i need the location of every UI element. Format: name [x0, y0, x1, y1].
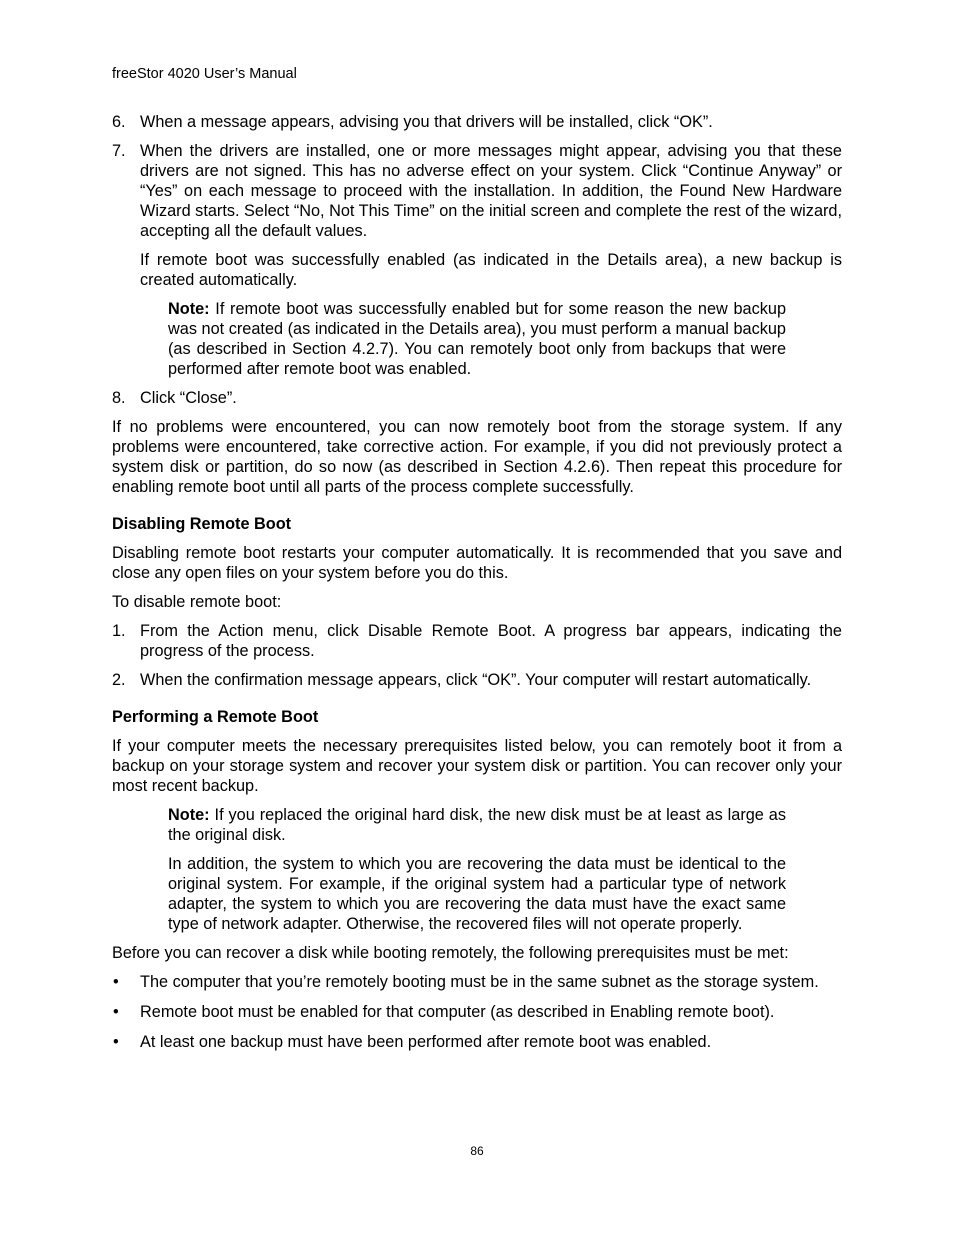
- note-text: If remote boot was successfully enabled but for some reason the new backup was not created (as indicated in the Details area), you must perform a manual backup (as described in Section 4.2.7). You can remotely boot only from backups that were performed after remote boot was enabled.: [168, 300, 786, 378]
- page-header: freeStor 4020 User’s Manual: [112, 66, 297, 82]
- note-label: Note:: [168, 806, 210, 824]
- bullet-text: The computer that you’re remotely booting must be in the same subnet as the storage system.: [140, 973, 819, 991]
- step-number: 2.: [112, 671, 126, 689]
- step-number: 1.: [112, 622, 126, 640]
- step-7-followup: If remote boot was successfully enabled (as indicated in the Details area), a new backup is created automatically.: [140, 251, 842, 289]
- note-box-backup: [168, 299, 786, 379]
- step-number: 8.: [112, 389, 126, 407]
- bullet-item: [112, 1002, 842, 1022]
- step-text: When the drivers are installed, one or more messages might appear, advising you that these drivers are not signed. This has no adverse effect on your system. Click “Continue Anyway” or “Yes” on each message to proceed with the installation. In addition, the Found New Hardware Wizard starts. Select “No, Not This Time” on the initial screen and complete the rest of the wizard, accepting all the default values.: [140, 142, 842, 240]
- bullet-text: At least one backup must have been performed after remote boot was enabled.: [140, 1033, 712, 1051]
- note-label: Note:: [168, 300, 210, 318]
- paragraph-perform-intro: If your computer meets the necessary prerequisites listed below, you can remotely boot it from a backup on your storage system and recover your system disk or partition. You can recover only your most recent backup.: [112, 737, 842, 795]
- list-item-step-7: [112, 141, 842, 241]
- bullet-icon: •: [113, 973, 119, 991]
- section-heading-disable: Disabling Remote Boot: [112, 515, 292, 533]
- list-item-step-8: [112, 388, 842, 408]
- step-text: When a message appears, advising you that drivers will be installed, click “OK”.: [140, 113, 713, 131]
- note-text: If you replaced the original hard disk, the new disk must be at least as large as the original disk.: [168, 806, 786, 844]
- step-number: 7.: [112, 142, 126, 160]
- list-item-disable-step-2: [112, 670, 842, 690]
- paragraph-prereq-lead: Before you can recover a disk while booting remotely, the following prerequisites must be met:: [112, 944, 789, 962]
- paragraph-problems: If no problems were encountered, you can now remotely boot from the storage system. If any problems were encountered, take corrective action. For example, if you did not previously protect a system disk or partition, do so now (as described in Section 4.2.6). Then repeat this procedure for enabling remote boot until all parts of the process complete successfully.: [112, 418, 842, 496]
- paragraph-disable-lead: To disable remote boot:: [112, 593, 282, 611]
- paragraph-disable-intro: Disabling remote boot restarts your computer automatically. It is recommended that you save and close any open files on your system before you do this.: [112, 544, 842, 582]
- section-heading-perform: Performing a Remote Boot: [112, 708, 319, 726]
- step-text: When the confirmation message appears, click “OK”. Your computer will restart automatically.: [140, 671, 812, 689]
- step-text: Click “Close”.: [140, 389, 237, 407]
- step-text: From the Action menu, click Disable Remote Boot. A progress bar appears, indicating the progress of the process.: [140, 622, 842, 660]
- list-item-step-6: [112, 112, 842, 132]
- note-box-identical-system: In addition, the system to which you are recovering the data must be identical to the original system. For example, if the original system had a particular type of network adapter, the system to which you are recovering the data must have the exact same type of network adapter. Otherwise, the recovered files will not operate properly.: [168, 855, 786, 933]
- page-body: [112, 112, 842, 1061]
- bullet-icon: •: [113, 1033, 119, 1051]
- note-box-hard-disk: [168, 805, 786, 845]
- step-number: 6.: [112, 113, 126, 131]
- bullet-icon: •: [113, 1003, 119, 1021]
- bullet-item: [112, 972, 842, 992]
- bullet-item: [112, 1032, 842, 1052]
- page-number: 86: [470, 1144, 484, 1158]
- bullet-text: Remote boot must be enabled for that computer (as described in Enabling remote boot).: [140, 1003, 775, 1021]
- list-item-disable-step-1: [112, 621, 842, 661]
